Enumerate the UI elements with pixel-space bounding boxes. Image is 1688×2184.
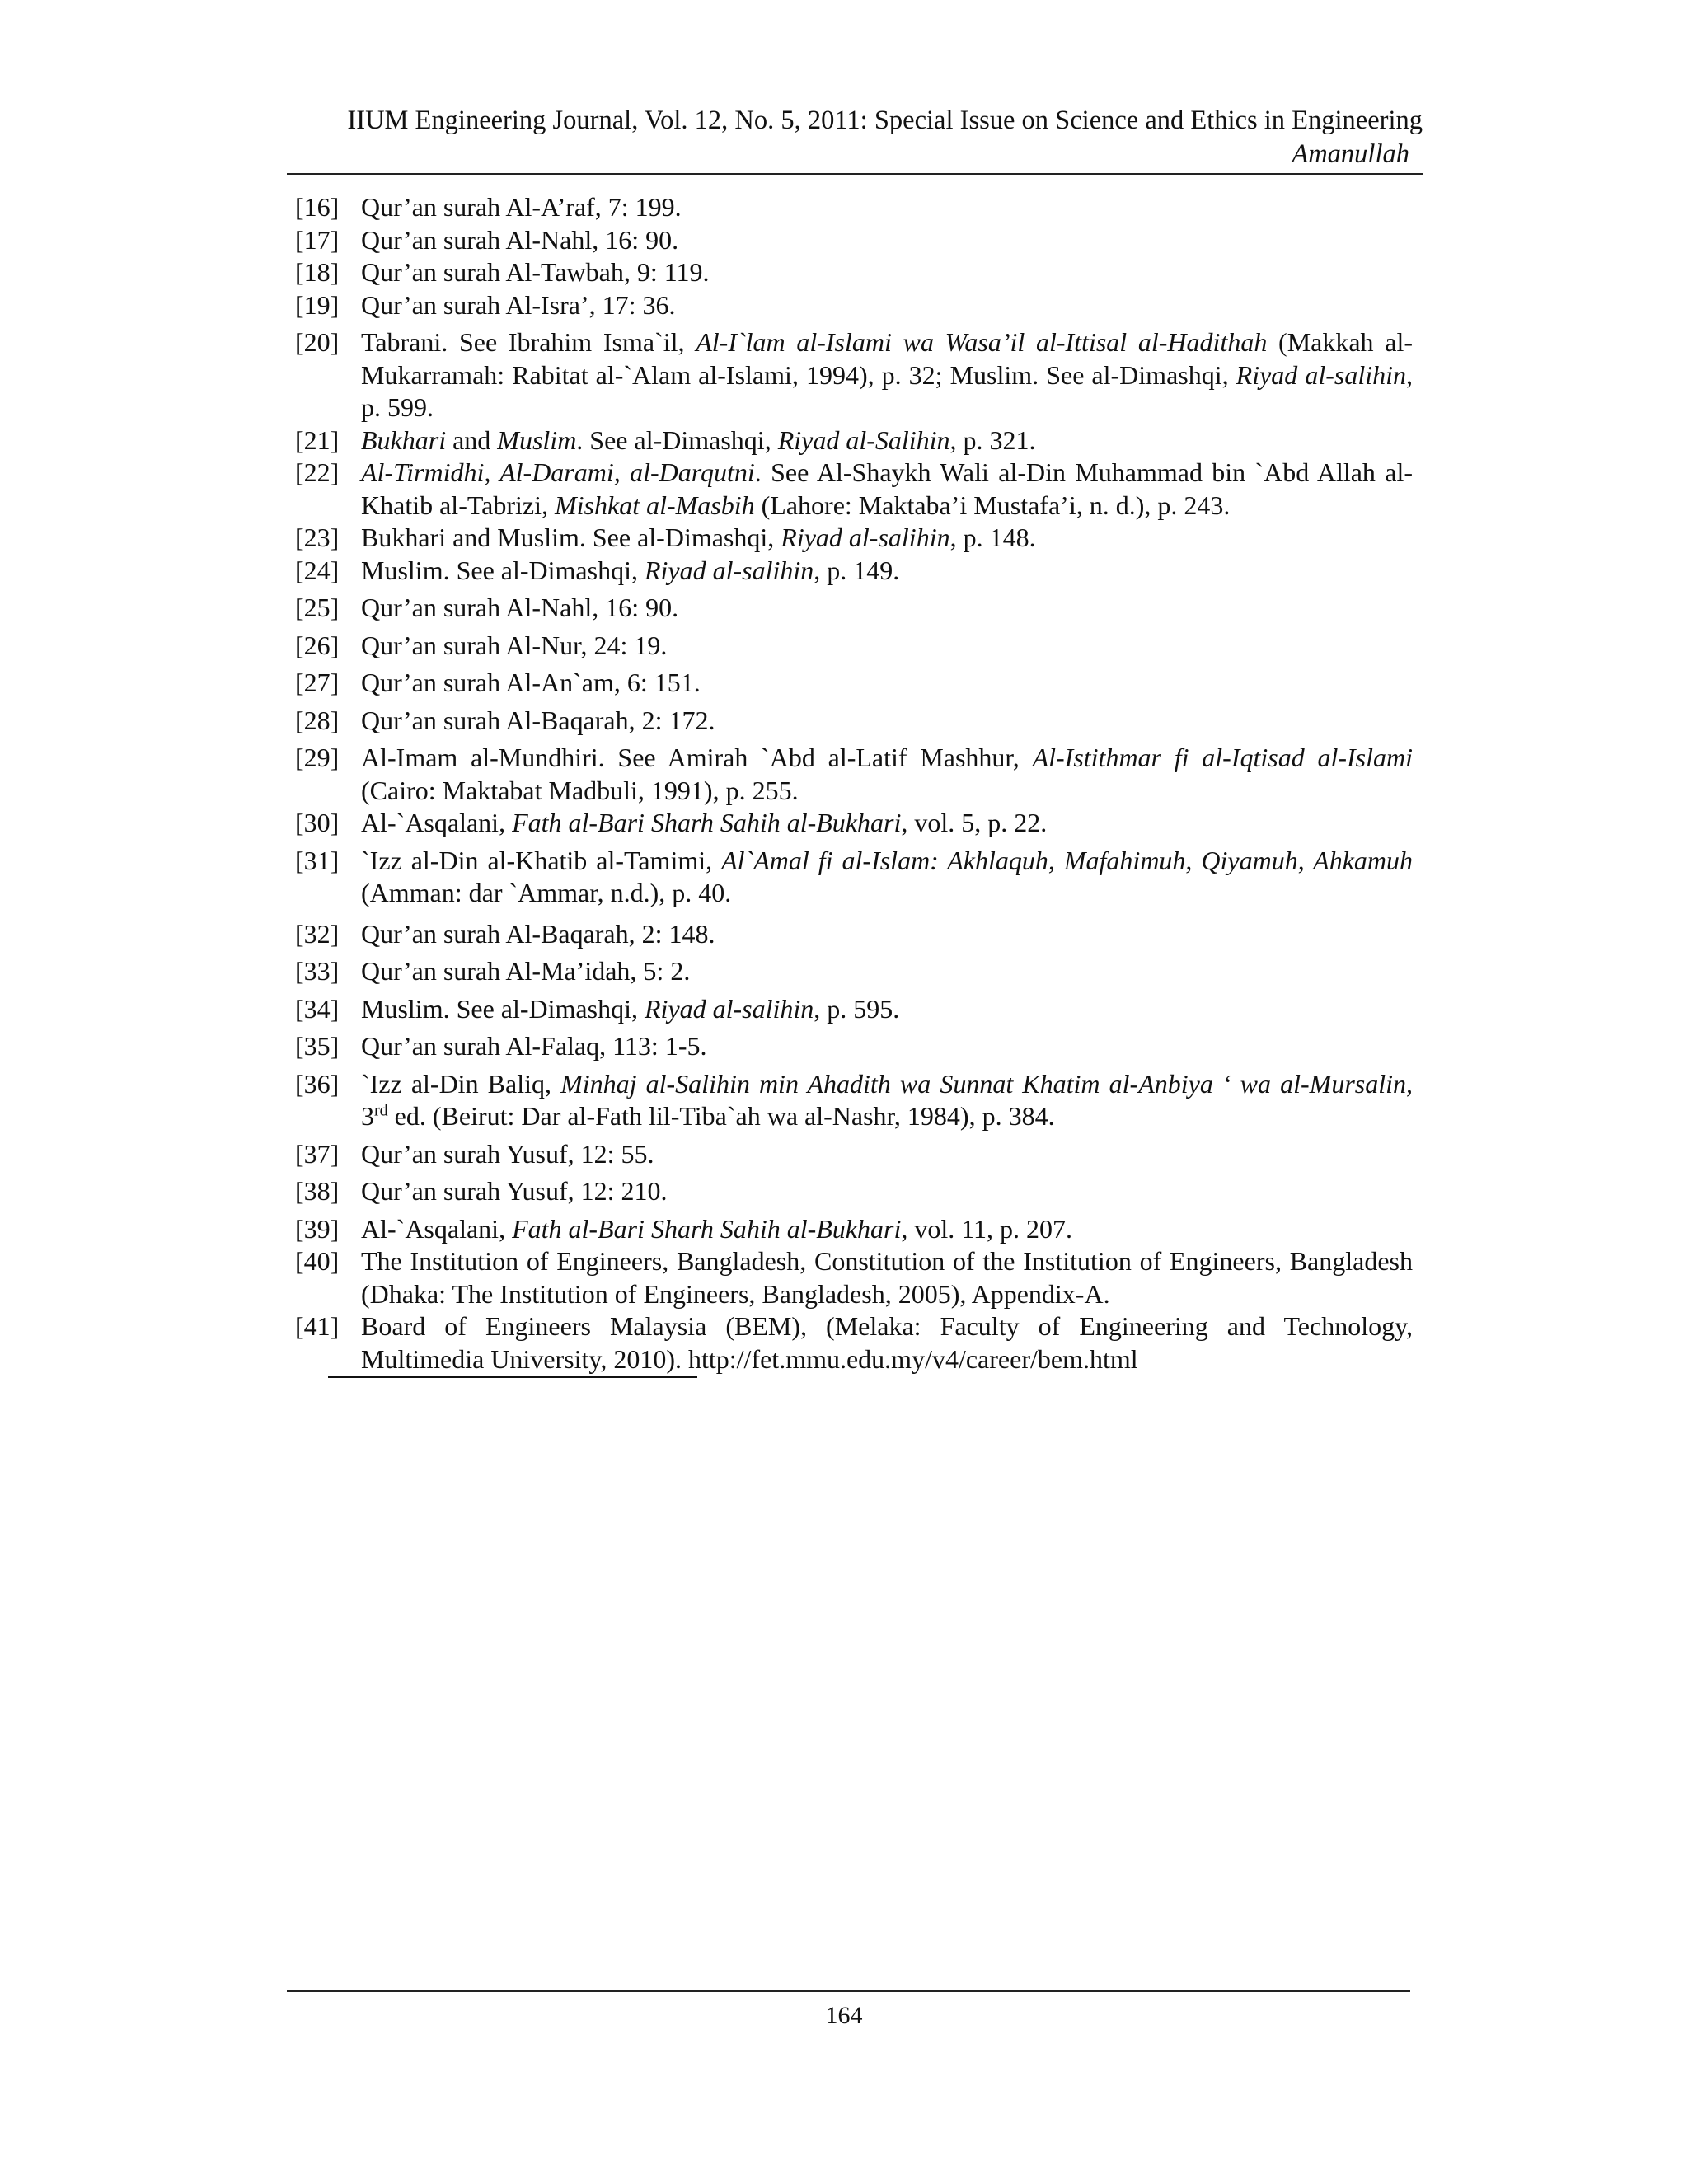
reference-text-segment: Qur’an surah Al-Falaq, 113: 1-5. xyxy=(361,1031,707,1061)
reference-text-segment: , p. 321. xyxy=(950,424,1036,455)
reference-text-segment: Bukhari and Muslim. See al-Dimashqi, xyxy=(361,523,781,552)
reference-text xyxy=(361,191,1413,224)
reference-title-italic: Mishkat al-Masbih xyxy=(555,490,755,520)
reference-text-segment: 3 xyxy=(361,1101,374,1131)
reference-text-segment: Qur’an surah Al-Isra’, 17: 36. xyxy=(361,289,676,320)
reference-item xyxy=(295,224,1413,257)
reference-title-italic: Al`Amal fi al-Islam: Akhlaquh, Mafahimuh, Qiyamuh, Ahkamuh xyxy=(721,845,1413,875)
reference-item xyxy=(295,955,1413,988)
reference-number: [31] xyxy=(295,845,340,875)
reference-number: [27] xyxy=(295,668,340,697)
reference-text-segment: Qur’an surah Al-Baqarah, 2: 172. xyxy=(361,705,715,735)
reference-item xyxy=(295,918,1413,951)
page-number: 164 xyxy=(825,2002,863,2029)
reference-text xyxy=(361,1213,1413,1246)
reference-text xyxy=(361,1138,1413,1171)
reference-text xyxy=(361,705,1413,738)
reference-title-italic: Riyad al-salihin xyxy=(781,523,950,552)
reference-text-segment: Qur’an surah Al-Nur, 24: 19. xyxy=(361,630,668,660)
reference-number: [19] xyxy=(295,289,340,320)
reference-item xyxy=(295,555,1413,588)
reference-item xyxy=(295,326,1413,424)
reference-item xyxy=(295,1030,1413,1063)
reference-item xyxy=(295,1138,1413,1171)
reference-text-segment: Qur’an surah Yusuf, 12: 210. xyxy=(361,1176,668,1206)
reference-item xyxy=(295,845,1413,910)
reference-item xyxy=(295,705,1413,738)
reference-text xyxy=(361,457,1413,522)
reference-title-italic: Riyad al-Salihin xyxy=(777,424,950,455)
reference-item xyxy=(295,522,1413,555)
reference-number: [24] xyxy=(295,555,340,585)
reference-text xyxy=(361,522,1413,555)
reference-item xyxy=(295,630,1413,663)
reference-text-segment: (Makkah al-Mukarramah: Rabitat al-`Alam al-Islami, 1994), p. 32; Muslim. See al-Dimashqi, xyxy=(361,327,1414,390)
reference-list xyxy=(295,191,1413,1376)
reference-text xyxy=(361,630,1413,663)
reference-number: [28] xyxy=(295,705,340,735)
reference-item xyxy=(295,457,1413,522)
reference-text-segment: Qur’an surah Al-Nahl, 16: 90. xyxy=(361,224,679,255)
journal-title: IIUM Engineering Journal, Vol. 12, No. 5, 2011: Special Issue on Science and Ethics in Engineering xyxy=(347,105,1423,135)
reference-text xyxy=(361,1245,1413,1310)
reference-text xyxy=(361,1030,1413,1063)
reference-number: [16] xyxy=(295,192,340,222)
reference-number: [21] xyxy=(295,424,340,455)
reference-number: [29] xyxy=(295,743,340,772)
reference-number: [33] xyxy=(295,956,340,986)
reference-item xyxy=(295,1175,1413,1208)
reference-text-segment: ed. (Beirut: Dar al-Fath lil-Tiba`ah wa al-Nashr, 1984), p. 384. xyxy=(387,1101,1055,1131)
reference-number: [41] xyxy=(295,1311,340,1341)
reference-number: [25] xyxy=(295,593,340,622)
reference-text xyxy=(361,424,1413,457)
reference-item xyxy=(295,667,1413,700)
reference-title-italic: Muslim xyxy=(497,424,577,455)
reference-number: [30] xyxy=(295,808,340,837)
reference-text xyxy=(361,326,1413,424)
reference-text-segment: . See al-Dimashqi, xyxy=(576,424,778,455)
reference-text xyxy=(361,256,1413,289)
reference-text-segment: , p. 595. xyxy=(814,993,900,1024)
reference-text xyxy=(361,742,1413,807)
reference-text-segment: `Izz al-Din al-Khatib al-Tamimi, xyxy=(361,845,722,875)
reference-text xyxy=(361,555,1413,588)
superscript: rd xyxy=(374,1101,388,1120)
header-divider xyxy=(287,173,1423,175)
reference-text xyxy=(361,807,1413,840)
reference-text-segment: Qur’an surah Al-Nahl, 16: 90. xyxy=(361,593,679,622)
reference-text xyxy=(361,592,1413,625)
reference-title-italic: Al-Tirmidhi, Al-Darami, al-Darqutni xyxy=(361,457,755,487)
reference-title-italic: Al-Istithmar fi al-Iqtisad al-Islami xyxy=(1032,743,1414,772)
reference-item xyxy=(295,742,1413,807)
reference-text-segment: , p. 148. xyxy=(950,523,1036,552)
reference-text-segment: Qur’an surah Al-Ma’idah, 5: 2. xyxy=(361,956,691,986)
reference-number: [38] xyxy=(295,1176,340,1206)
reference-text-segment: Muslim. See al-Dimashqi, xyxy=(361,555,645,585)
reference-item xyxy=(295,1213,1413,1246)
reference-item xyxy=(295,1245,1413,1310)
reference-text xyxy=(361,918,1413,951)
reference-text-segment: Tabrani. See Ibrahim Isma`il, xyxy=(361,327,696,357)
reference-text xyxy=(361,1310,1413,1376)
reference-number: [23] xyxy=(295,523,340,552)
reference-text-segment: Al-`Asqalani, xyxy=(361,808,513,837)
reference-title-italic: Riyad al-salihin xyxy=(644,993,814,1024)
reference-text-segment: `Izz al-Din Baliq, xyxy=(361,1068,561,1099)
reference-item xyxy=(295,424,1413,457)
reference-title-italic: Fath al-Bari Sharh Sahih al-Bukhari xyxy=(512,1213,902,1244)
reference-text-segment: , vol. 11, p. 207. xyxy=(901,1213,1073,1244)
reference-text-segment: Qur’an surah Al-Tawbah, 9: 119. xyxy=(361,257,710,287)
reference-text xyxy=(361,224,1413,257)
reference-title-italic: Minhaj al-Salihin min Ahadith wa Sunnat Khatim al-Anbiya ‘ wa al-Mursalin, xyxy=(560,1068,1414,1099)
reference-number: [34] xyxy=(295,993,340,1024)
reference-number: [26] xyxy=(295,630,340,660)
reference-text xyxy=(361,1068,1413,1133)
reference-text-segment: Board of Engineers Malaysia (BEM), (Melaka: Faculty of Engineering and Technology, Multimedia University, 2010). http://fet.mmu.edu.my/v4/career/bem.html xyxy=(361,1311,1413,1374)
reference-number: [17] xyxy=(295,224,340,255)
reference-text-segment: (Cairo: Maktabat Madbuli, 1991), p. 255. xyxy=(361,775,799,805)
reference-number: [35] xyxy=(295,1031,340,1061)
reference-text-segment: The Institution of Engineers, Bangladesh, Constitution of the Institution of Engineers, Bangladesh (Dhaka: The Institution of Engineers, Bangladesh, 2005), Appendix-A. xyxy=(361,1246,1413,1309)
author-name: Amanullah xyxy=(1292,139,1409,169)
reference-text-segment: , p. 149. xyxy=(814,555,900,585)
reference-text-segment: Al-`Asqalani, xyxy=(361,1213,513,1244)
reference-item xyxy=(295,807,1413,840)
reference-text-segment: Qur’an surah Al-An`am, 6: 151. xyxy=(361,668,701,697)
reference-text xyxy=(361,845,1413,910)
reference-text xyxy=(361,1175,1413,1208)
reference-text-segment: (Lahore: Maktaba’i Mustafa’i, n. d.), p. 243. xyxy=(754,490,1231,520)
reference-number: [39] xyxy=(295,1213,340,1244)
reference-text-segment: and xyxy=(446,424,498,455)
reference-text xyxy=(361,289,1413,322)
reference-number: [20] xyxy=(295,327,340,357)
reference-title-italic: Bukhari xyxy=(361,424,447,455)
reference-item xyxy=(295,289,1413,322)
reference-text-segment: Muslim. See al-Dimashqi, xyxy=(361,993,645,1024)
reference-item xyxy=(295,256,1413,289)
reference-number: [22] xyxy=(295,457,340,487)
reference-text-segment: (Amman: dar `Ammar, n.d.), p. 40. xyxy=(361,878,732,907)
reference-item xyxy=(295,1068,1413,1133)
reference-text-segment: . See Al-Shaykh Wali al-Din Muhammad bin `Abd Allah al-Khatib al-Tabrizi, xyxy=(361,457,1414,520)
reference-text-segment: Qur’an surah Yusuf, 12: 55. xyxy=(361,1138,654,1169)
reference-number: [37] xyxy=(295,1138,340,1169)
reference-number: [36] xyxy=(295,1068,340,1099)
reference-text-segment: , p. 599. xyxy=(361,359,1414,422)
reference-title-italic: Al-I`lam al-Islami wa Wasa’il al-Ittisal al-Hadithah xyxy=(696,327,1268,357)
footnote-divider xyxy=(328,1376,697,1378)
reference-item xyxy=(295,1310,1413,1376)
reference-item xyxy=(295,191,1413,224)
reference-item xyxy=(295,993,1413,1026)
reference-text xyxy=(361,955,1413,988)
reference-text-segment: Qur’an surah Al-A’raf, 7: 199. xyxy=(361,192,682,222)
reference-title-italic: Riyad al-salihin xyxy=(1236,359,1407,390)
reference-title-italic: Fath al-Bari Sharh Sahih al-Bukhari xyxy=(512,808,902,837)
reference-number: [40] xyxy=(295,1246,340,1276)
reference-item xyxy=(295,592,1413,625)
reference-text-segment: , vol. 5, p. 22. xyxy=(901,808,1048,837)
reference-text xyxy=(361,667,1413,700)
reference-title-italic: Riyad al-salihin xyxy=(644,555,814,585)
reference-text-segment: Qur’an surah Al-Baqarah, 2: 148. xyxy=(361,918,715,949)
reference-text-segment: Al-Imam al-Mundhiri. See Amirah `Abd al-Latif Mashhur, xyxy=(361,743,1033,772)
reference-number: [18] xyxy=(295,257,340,287)
footer-divider xyxy=(287,1990,1410,1992)
reference-text xyxy=(361,993,1413,1026)
reference-number: [32] xyxy=(295,918,340,949)
